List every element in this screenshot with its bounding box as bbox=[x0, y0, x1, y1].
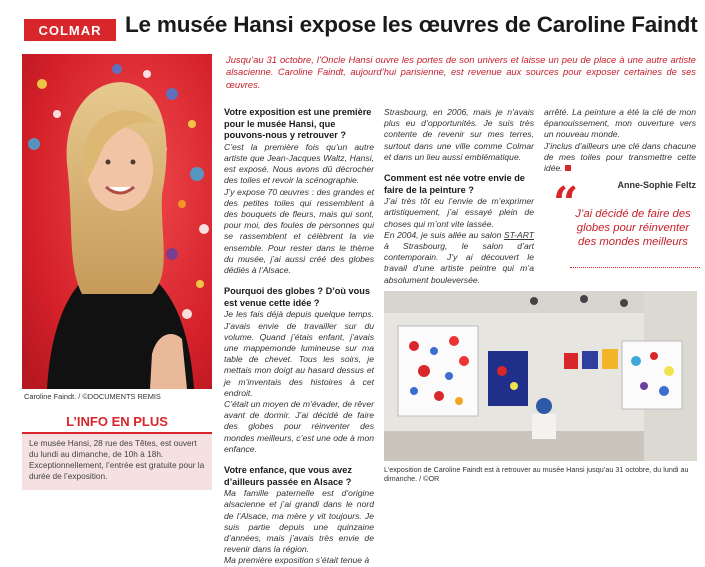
answer-4b: En 2004, je suis allée au salon ST-ART à Strasbourg, le salon d’art contemporain. J’y ai découvert le travail d’une artiste peintre qui m’a absolument bouleversée. bbox=[384, 229, 534, 285]
answer-2b: C’était un moyen de m’évader, de rêver avant de dormir. J’ai décidé de faire des globes pour réinventer des mondes meilleurs, c’est une ode à mon enfance. bbox=[224, 399, 374, 454]
answer-4: J’ai très tôt eu l’envie de m’exprimer artistiquement, j’ai essayé plein de choses qui m’ont vite lassée. bbox=[384, 196, 534, 229]
pull-quote: J’ai décidé de faire des globes pour réinventer des mondes meilleurs bbox=[575, 208, 691, 248]
end-square-icon bbox=[565, 165, 571, 171]
photo-caption: Caroline Faindt. / ©DOCUMENTS REMIS bbox=[24, 392, 161, 401]
column-1 bbox=[224, 107, 374, 567]
section-tag: COLMAR bbox=[24, 19, 116, 41]
answer-1: C’est la première fois qu’un autre artiste que Jean-Jacques Waltz, Hansi, est exposé. Nous avons dû décrocher des toiles et revoir la scénographie. bbox=[224, 141, 374, 186]
question-1: Votre exposition est une première pour le musée Hansi, que pouvons-nous y retrouver ? bbox=[224, 107, 372, 141]
column-2 bbox=[384, 107, 534, 318]
answer-3: Ma famille paternelle est d’origine alsacienne et j’ai grandi dans le nord de l’Alsace, ma mère y vit toujours. Je suis partie depuis une quinzaine d’années, mais j’avais très envie de revenir dans la région. bbox=[224, 488, 374, 555]
answer-4e: J’inclus d’ailleurs une clé dans chacune de mes toiles pour transmettre cette idée. bbox=[544, 140, 696, 174]
headline: Le musée Hansi expose les œuvres de Caroline Faindt bbox=[125, 12, 698, 37]
portrait-photo bbox=[22, 54, 212, 389]
pull-quote-divider bbox=[570, 267, 700, 268]
answer-3b: Ma première exposition s’était tenue à bbox=[224, 555, 370, 566]
st-art-link[interactable]: ST-ART bbox=[503, 229, 534, 240]
gallery-photo bbox=[384, 291, 697, 461]
quote-mark-icon: “ bbox=[553, 178, 579, 229]
gallery-illustration bbox=[384, 291, 697, 461]
info-box: Le musée Hansi, 28 rue des Têtes, est ouvert du lundi au dimanche, de 10h à 18h. Exceptionnellement, l’entrée est gratuite pour la durée de l’exposition. bbox=[22, 434, 212, 490]
question-2: Pourquoi des globes ? D’où vous est venue cette idée ? bbox=[224, 286, 370, 308]
question-3: Votre enfance, que vous avez d’ailleurs passée en Alsace ? bbox=[224, 465, 352, 487]
question-4: Comment est née votre envie de faire de la peinture ? bbox=[384, 173, 525, 195]
answer-1b: J’y expose 70 œuvres : des grandes et des petites toiles qui ressemblent à des bouquets de fleurs, mais qui sont, pour moi, des foules de personnes qui se rassemblent et célèbrent la vie ensemble. Pour rester dans le thème du musée, j’ai aussi créé des globes dédiés à l’Alsace. bbox=[224, 186, 374, 276]
author: Anne-Sophie Feltz bbox=[617, 180, 696, 191]
answer-3c: Strasbourg, en 2006, mais je n’avais plus eu d’opportunités. Je suis très contente de revenir sur mes terres, surtout dans une ville comme Colmar et dans un lieu aussi emblématique. bbox=[384, 107, 534, 162]
portrait-illustration bbox=[22, 54, 212, 389]
gallery-caption: L’exposition de Caroline Faindt est à retrouver au musée Hansi jusqu’au 31 octobre, du lundi au dimanche. / ©OR bbox=[384, 465, 689, 484]
answer-2: Je les fais déjà depuis quelque temps. J’avais envie de travailler sur du volume. Quand j’étais enfant, j’avais une mappemonde lumineuse sur ma table de chevet. Tous les soirs, je mettais mon doigt au hasard dessus et je m’inventais des histoires à cet endroit. bbox=[224, 309, 374, 398]
info-title: L’INFO EN PLUS bbox=[66, 414, 168, 429]
answer-4d: arrêté. La peinture a été la clé de mon épanouissement, mon ouverture vers un nouveau monde. bbox=[544, 107, 696, 140]
lead-paragraph: Jusqu’au 31 octobre, l’Oncle Hansi ouvre les portes de son univers et laisse un peu de place à une autre artiste alsacienne. Caroline Faindt, aujourd’hui parisienne, est revenue aux sources pour exposer certaines de ses œuvres. bbox=[226, 54, 696, 90]
